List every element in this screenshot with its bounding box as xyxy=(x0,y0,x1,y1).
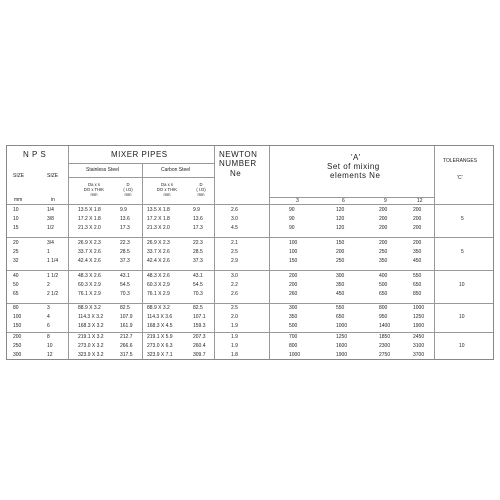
cell-csd: 260.4 xyxy=(193,343,206,349)
cell-cs: 33.7 X 2.6 xyxy=(147,249,170,255)
header-newton-2: NUMBER xyxy=(219,159,257,168)
cell-ssd: 43.1 xyxy=(120,273,130,279)
grid-line xyxy=(7,270,493,271)
cell-a12: 2450 xyxy=(413,334,425,340)
da-line3: mm xyxy=(163,192,171,198)
cell-a9: 200 xyxy=(379,207,388,213)
cell-a12: 1000 xyxy=(413,305,425,311)
cell-ssd: 82.5 xyxy=(120,305,130,311)
cell-mm: 32 xyxy=(13,258,19,264)
cell-mm: 10 xyxy=(13,216,19,222)
tolerance-value: 10 xyxy=(459,343,465,349)
cell-csd: 37.3 xyxy=(193,258,203,264)
cell-a6: 200 xyxy=(336,249,345,255)
cell-cs: 21.3 X 2.0 xyxy=(147,225,170,231)
header-newton-3: Ne xyxy=(230,169,242,178)
cell-a3: 1000 xyxy=(289,352,301,358)
cell-csd: 9.9 xyxy=(193,207,200,213)
cell-csd: 28.5 xyxy=(193,249,203,255)
cell-mm: 200 xyxy=(13,334,22,340)
cell-cs: 114.3 X 3.6 xyxy=(147,314,173,320)
cell-ss: 21.3 X 2.0 xyxy=(78,225,101,231)
cell-cs: 88.9 X 3.2 xyxy=(147,305,170,311)
cell-a6: 1250 xyxy=(336,334,348,340)
cell-ne: 1.9 xyxy=(231,323,238,329)
cell-csd: 22.3 xyxy=(193,240,203,246)
cell-cs: 76.1 X 2.9 xyxy=(147,291,170,297)
cell-ne: 1.9 xyxy=(231,343,238,349)
tolerance-value: 5 xyxy=(461,249,464,255)
cell-ne: 2.6 xyxy=(231,291,238,297)
cell-csd: 13.6 xyxy=(193,216,203,222)
cell-cs: 17.2 X 1.8 xyxy=(147,216,170,222)
cell-in: 1/2 xyxy=(47,225,54,231)
cell-in: 4 xyxy=(47,314,50,320)
cell-a6: 250 xyxy=(336,258,345,264)
cell-a6: 120 xyxy=(336,225,345,231)
grid-line xyxy=(7,332,493,333)
cell-ne: 1.8 xyxy=(231,352,238,358)
tolerance-value: 10 xyxy=(459,282,465,288)
cell-a6: 1600 xyxy=(336,343,348,349)
d-line1: D xyxy=(126,182,130,187)
cell-in: 3/8 xyxy=(47,216,54,222)
header-nps: N P S xyxy=(23,150,47,159)
cell-ne: 2.9 xyxy=(231,258,238,264)
cell-a9: 200 xyxy=(379,240,388,246)
header-unit-in: in xyxy=(51,197,55,203)
cell-a3: 100 xyxy=(289,240,298,246)
cell-ssd: 13.6 xyxy=(120,216,130,222)
tolerance-value: 10 xyxy=(459,314,465,320)
cell-in: 12 xyxy=(47,352,53,358)
cell-ss: 17.2 X 1.8 xyxy=(78,216,101,222)
cell-ss: 26.9 X 2.3 xyxy=(78,240,101,246)
cell-csd: 309.7 xyxy=(193,352,206,358)
cell-ss: 323.9 X 3.2 xyxy=(78,352,104,358)
header-a-line3: elements Ne xyxy=(330,171,381,180)
cell-ssd: 70.3 xyxy=(120,291,130,297)
header-size-mm: SIZE xyxy=(13,173,25,179)
header-a-label: 'A' xyxy=(351,153,361,162)
cell-ssd: 28.5 xyxy=(120,249,130,255)
cell-a6: 650 xyxy=(336,314,345,320)
cell-ssd: 22.3 xyxy=(120,240,130,246)
header-cs-d xyxy=(189,182,213,197)
cell-ss: 42.4 X 2.6 xyxy=(78,258,101,264)
cell-a12: 200 xyxy=(413,225,422,231)
cell-a3: 90 xyxy=(289,207,295,213)
cell-mm: 40 xyxy=(13,273,19,279)
header-tolerances: TOLERANGES xyxy=(443,158,478,164)
cell-in: 2 1/2 xyxy=(47,291,59,297)
cell-ss: 219.1 X 3.2 xyxy=(78,334,104,340)
cell-a3: 500 xyxy=(289,323,298,329)
header-unit-mm: mm xyxy=(14,197,23,203)
cell-a3: 200 xyxy=(289,282,298,288)
d-line2: ( I.D) xyxy=(123,187,133,193)
cell-a12: 1250 xyxy=(413,314,425,320)
header-size-in: SIZE xyxy=(47,173,59,179)
header-tolerance-unit: 'C' xyxy=(457,175,463,181)
grid-line xyxy=(68,177,214,178)
cell-ne: 2.5 xyxy=(231,249,238,255)
cell-csd: 107.1 xyxy=(193,314,206,320)
da-line1: Da x s xyxy=(161,182,173,187)
cell-ss: 60.3 X 2.9 xyxy=(78,282,101,288)
cell-cs: 42.4 X 2.6 xyxy=(147,258,170,264)
cell-in: 1 1/4 xyxy=(47,258,59,264)
cell-a9: 200 xyxy=(379,216,388,222)
cell-mm: 300 xyxy=(13,352,22,358)
cell-ss: 48.3 X 2.6 xyxy=(78,273,101,279)
cell-a6: 120 xyxy=(336,207,345,213)
cell-a12: 650 xyxy=(413,282,422,288)
cell-mm: 25 xyxy=(13,249,19,255)
cell-a3: 300 xyxy=(289,305,298,311)
cell-mm: 20 xyxy=(13,240,19,246)
cell-ne: 1.9 xyxy=(231,334,238,340)
cell-a12: 850 xyxy=(413,291,422,297)
grid-line xyxy=(214,146,215,359)
cell-a3: 200 xyxy=(289,273,298,279)
cell-ssd: 9.9 xyxy=(120,207,127,213)
cell-a12: 3700 xyxy=(413,352,425,358)
cell-a9: 200 xyxy=(379,225,388,231)
cell-a12: 450 xyxy=(413,258,422,264)
cell-a9: 400 xyxy=(379,273,388,279)
cell-csd: 82.5 xyxy=(193,305,203,311)
cell-a6: 150 xyxy=(336,240,345,246)
da-line2: DO x THIK xyxy=(156,187,178,193)
grid-line xyxy=(269,146,270,359)
cell-a9: 1400 xyxy=(379,323,391,329)
col-9: 9 xyxy=(384,198,387,204)
cell-csd: 70.3 xyxy=(193,291,203,297)
cell-a6: 350 xyxy=(336,282,345,288)
cell-a6: 450 xyxy=(336,291,345,297)
cell-a3: 700 xyxy=(289,334,298,340)
cell-in: 1 xyxy=(47,249,50,255)
cell-mm: 150 xyxy=(13,323,22,329)
cell-a12: 350 xyxy=(413,249,422,255)
cell-ssd: 266.6 xyxy=(120,343,133,349)
cell-mm: 250 xyxy=(13,343,22,349)
cell-a6: 120 xyxy=(336,216,345,222)
d-line1: D xyxy=(199,182,203,187)
cell-csd: 159.3 xyxy=(193,323,206,329)
cell-mm: 50 xyxy=(13,282,19,288)
cell-a3: 260 xyxy=(289,291,298,297)
cell-a6: 1000 xyxy=(336,323,348,329)
cell-a12: 3100 xyxy=(413,343,425,349)
header-ss-da xyxy=(72,182,116,197)
cell-a9: 1850 xyxy=(379,334,391,340)
header-mixer-pipes: MIXER PIPES xyxy=(111,150,168,159)
cell-cs: 273.0 X 6.3 xyxy=(147,343,173,349)
cell-ne: 2.5 xyxy=(231,305,238,311)
cell-cs: 26.9 X 2.3 xyxy=(147,240,170,246)
cell-mm: 65 xyxy=(13,291,19,297)
cell-ne: 2.2 xyxy=(231,282,238,288)
cell-in: 6 xyxy=(47,323,50,329)
mixer-pipes-table xyxy=(6,145,494,360)
grid-line xyxy=(269,197,434,198)
da-line1: Da x s xyxy=(88,182,100,187)
header-ss-d xyxy=(116,182,140,197)
cell-ssd: 107.9 xyxy=(120,314,133,320)
cell-a9: 250 xyxy=(379,249,388,255)
cell-ss: 168.3 X 3.2 xyxy=(78,323,104,329)
cell-ss: 76.1 X 2.9 xyxy=(78,291,101,297)
cell-ne: 3.0 xyxy=(231,216,238,222)
cell-ne: 2.1 xyxy=(231,240,238,246)
cell-a3: 350 xyxy=(289,314,298,320)
cell-a3: 800 xyxy=(289,343,298,349)
cell-ne: 2.6 xyxy=(231,207,238,213)
cell-csd: 54.5 xyxy=(193,282,203,288)
cell-a9: 2300 xyxy=(379,343,391,349)
cell-a12: 200 xyxy=(413,216,422,222)
cell-in: 1/4 xyxy=(47,207,54,213)
cell-ss: 13.5 X 1.8 xyxy=(78,207,101,213)
cell-cs: 60.3 X 2.9 xyxy=(147,282,170,288)
grid-line xyxy=(68,163,214,164)
cell-ssd: 212.7 xyxy=(120,334,133,340)
cell-a9: 350 xyxy=(379,258,388,264)
grid-line xyxy=(142,163,143,359)
cell-a3: 100 xyxy=(289,249,298,255)
cell-in: 3 xyxy=(47,305,50,311)
cell-in: 2 xyxy=(47,282,50,288)
cell-mm: 15 xyxy=(13,225,19,231)
cell-in: 3/4 xyxy=(47,240,54,246)
header-stainless-steel: Stainless Steel xyxy=(86,167,120,173)
cell-csd: 207.3 xyxy=(193,334,206,340)
cell-in: 8 xyxy=(47,334,50,340)
col-12: 12 xyxy=(417,198,423,204)
header-newton-1: NEWTON xyxy=(219,150,258,159)
header-cs-da xyxy=(145,182,189,197)
cell-csd: 43.1 xyxy=(193,273,203,279)
cell-mm: 80 xyxy=(13,305,19,311)
cell-ne: 3.0 xyxy=(231,273,238,279)
cell-ne: 4.5 xyxy=(231,225,238,231)
da-line2: DO x THIK xyxy=(83,187,105,193)
cell-ssd: 37.3 xyxy=(120,258,130,264)
grid-line xyxy=(7,204,493,205)
cell-a6: 1900 xyxy=(336,352,348,358)
da-line3: mm xyxy=(90,192,98,198)
cell-cs: 168.3 X 4.5 xyxy=(147,323,173,329)
cell-a6: 300 xyxy=(336,273,345,279)
grid-line xyxy=(7,237,493,238)
cell-in: 10 xyxy=(47,343,53,349)
cell-ssd: 317.5 xyxy=(120,352,133,358)
cell-cs: 219.1 X 5.9 xyxy=(147,334,173,340)
cell-a12: 550 xyxy=(413,273,422,279)
cell-a3: 90 xyxy=(289,216,295,222)
cell-a12: 200 xyxy=(413,240,422,246)
cell-a9: 800 xyxy=(379,305,388,311)
cell-ssd: 54.5 xyxy=(120,282,130,288)
cell-a9: 2750 xyxy=(379,352,391,358)
grid-line xyxy=(7,303,493,304)
d-line3: mm xyxy=(124,192,132,198)
cell-ss: 33.7 X 2.6 xyxy=(78,249,101,255)
col-6: 6 xyxy=(342,198,345,204)
cell-a9: 650 xyxy=(379,291,388,297)
cell-a6: 550 xyxy=(336,305,345,311)
cell-mm: 10 xyxy=(13,207,19,213)
tolerance-value: 5 xyxy=(461,216,464,222)
cell-a12: 200 xyxy=(413,207,422,213)
cell-a9: 950 xyxy=(379,314,388,320)
cell-ssd: 161.9 xyxy=(120,323,133,329)
cell-ss: 88.9 X 3.2 xyxy=(78,305,101,311)
cell-in: 1 1/2 xyxy=(47,273,59,279)
cell-a3: 90 xyxy=(289,225,295,231)
cell-cs: 323.9 X 7.1 xyxy=(147,352,173,358)
d-line3: mm xyxy=(197,192,205,198)
cell-csd: 17.3 xyxy=(193,225,203,231)
grid-line xyxy=(434,146,435,359)
cell-cs: 13.5 X 1.8 xyxy=(147,207,170,213)
cell-cs: 48.3 X 2.6 xyxy=(147,273,170,279)
cell-ssd: 17.3 xyxy=(120,225,130,231)
cell-ne: 2.0 xyxy=(231,314,238,320)
d-line2: ( I.D) xyxy=(196,187,206,193)
cell-mm: 100 xyxy=(13,314,22,320)
header-a-line2: Set of mixing xyxy=(327,162,380,171)
cell-ss: 114.3 X 3.2 xyxy=(78,314,104,320)
cell-a12: 1900 xyxy=(413,323,425,329)
cell-a9: 500 xyxy=(379,282,388,288)
cell-a3: 150 xyxy=(289,258,298,264)
col-3: 3 xyxy=(296,198,299,204)
cell-ss: 273.0 X 3.2 xyxy=(78,343,104,349)
header-carbon-steel: Carbon Steel xyxy=(161,167,191,173)
